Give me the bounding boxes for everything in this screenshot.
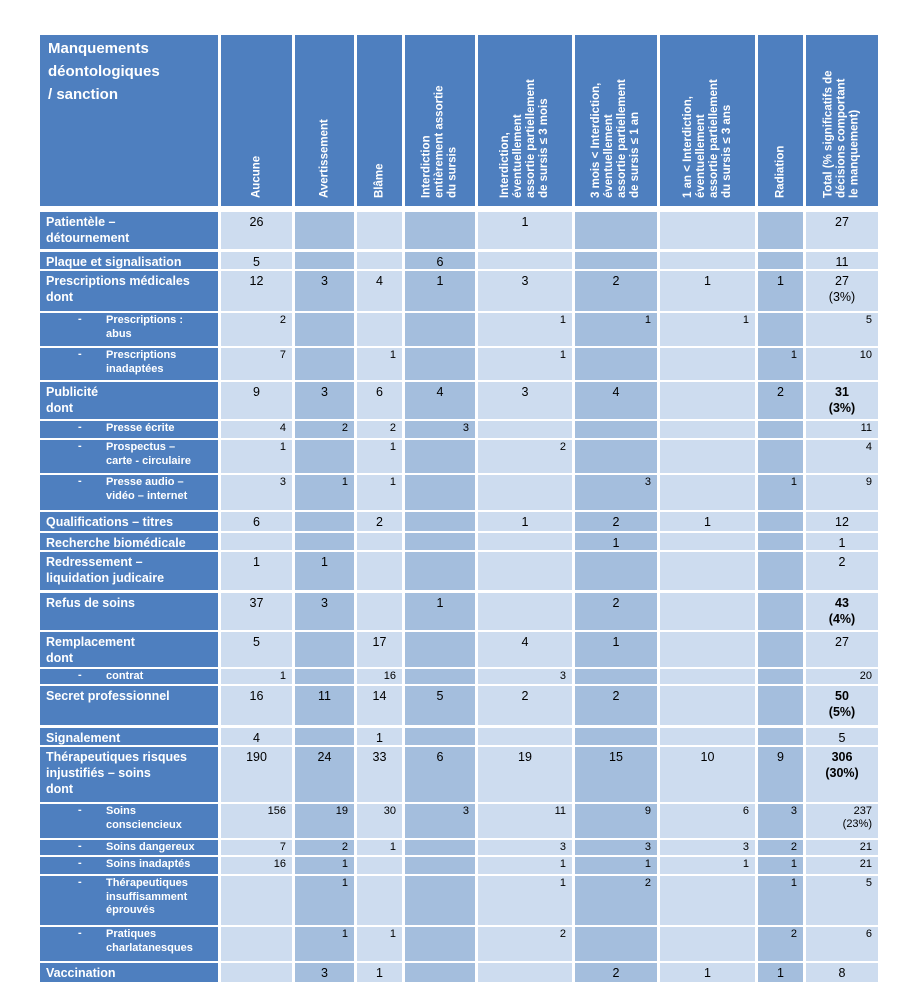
table-cell bbox=[405, 669, 475, 684]
table-cell bbox=[660, 440, 755, 473]
table-cell: 3 bbox=[758, 804, 803, 838]
table-cell: 1 bbox=[221, 669, 292, 684]
table-cell bbox=[758, 512, 803, 531]
table-cell: 4 bbox=[478, 632, 572, 667]
table-cell: 37 bbox=[221, 593, 292, 630]
table-cell bbox=[405, 512, 475, 531]
row-dash: - bbox=[78, 313, 82, 325]
table-cell bbox=[405, 857, 475, 874]
table-cell bbox=[758, 669, 803, 684]
table-cell: 1 bbox=[295, 475, 354, 510]
table-cell: 2 bbox=[221, 313, 292, 346]
table-cell bbox=[295, 212, 354, 249]
table-cell: 3 bbox=[295, 963, 354, 982]
column-header: Total (% significatifs de décisions comportant le manquement) bbox=[806, 35, 878, 206]
table-cell bbox=[758, 552, 803, 590]
table-cell: 1 bbox=[357, 475, 402, 510]
total-cell: 8 bbox=[806, 963, 878, 982]
table-cell bbox=[295, 440, 354, 473]
table-cell bbox=[478, 728, 572, 745]
table-cell: 2 bbox=[357, 421, 402, 438]
table-cell: 14 bbox=[357, 686, 402, 725]
table-cell: 1 bbox=[575, 632, 657, 667]
row-label: Plaque et signalisation bbox=[40, 252, 218, 269]
table-cell bbox=[295, 313, 354, 346]
table-cell bbox=[575, 552, 657, 590]
table-cell bbox=[357, 552, 402, 590]
total-cell: 1 bbox=[806, 533, 878, 550]
table-cell bbox=[478, 593, 572, 630]
row-label: Signalement bbox=[40, 728, 218, 745]
table-cell: 11 bbox=[478, 804, 572, 838]
row-label: Publicité dont bbox=[40, 382, 218, 419]
table-cell bbox=[575, 669, 657, 684]
table-cell: 9 bbox=[575, 804, 657, 838]
table-cell bbox=[660, 927, 755, 961]
row-dash: - bbox=[78, 876, 82, 888]
row-label-text: Soins dangereux bbox=[106, 841, 195, 853]
table-cell: 1 bbox=[660, 313, 755, 346]
table-cell: 7 bbox=[221, 840, 292, 855]
total-cell: 237 (23%) bbox=[806, 804, 878, 838]
table-cell bbox=[221, 963, 292, 982]
table-cell bbox=[575, 212, 657, 249]
table-cell: 17 bbox=[357, 632, 402, 667]
table-cell: 6 bbox=[405, 747, 475, 802]
row-label-sub bbox=[40, 804, 218, 838]
table-cell bbox=[405, 552, 475, 590]
table-corner-title: Manquements déontologiques / sanction bbox=[40, 35, 218, 206]
row-dash: - bbox=[78, 348, 82, 360]
table-cell: 1 bbox=[478, 857, 572, 874]
table-cell: 2 bbox=[478, 686, 572, 725]
table-cell: 19 bbox=[295, 804, 354, 838]
total-cell: 306 (30%) bbox=[806, 747, 878, 802]
table-cell: 4 bbox=[221, 728, 292, 745]
table-cell: 1 bbox=[758, 963, 803, 982]
table-cell: 2 bbox=[575, 876, 657, 925]
table-cell: 1 bbox=[758, 857, 803, 874]
table-cell bbox=[221, 533, 292, 550]
table-cell bbox=[660, 252, 755, 269]
table-cell bbox=[221, 927, 292, 961]
total-cell: 5 bbox=[806, 876, 878, 925]
table-cell: 1 bbox=[405, 271, 475, 311]
table-cell: 1 bbox=[357, 348, 402, 380]
table-cell: 26 bbox=[221, 212, 292, 249]
table-cell: 3 bbox=[478, 840, 572, 855]
total-cell: 12 bbox=[806, 512, 878, 531]
row-label-text: Prescriptions inadaptées bbox=[106, 349, 177, 375]
table-cell: 1 bbox=[660, 963, 755, 982]
table-cell: 3 bbox=[660, 840, 755, 855]
row-label-text: contrat bbox=[106, 670, 144, 682]
table-cell: 3 bbox=[295, 271, 354, 311]
table-cell bbox=[660, 876, 755, 925]
table-cell: 1 bbox=[478, 313, 572, 346]
row-label: Patientèle – détournement bbox=[40, 212, 218, 249]
table-cell bbox=[478, 963, 572, 982]
row-label-text: Presse écrite bbox=[106, 422, 175, 434]
table-cell: 1 bbox=[357, 840, 402, 855]
table-cell: 7 bbox=[221, 348, 292, 380]
table-cell bbox=[405, 533, 475, 550]
table-cell: 2 bbox=[357, 512, 402, 531]
table-cell: 4 bbox=[575, 382, 657, 419]
table-cell: 3 bbox=[478, 271, 572, 311]
table-cell: 5 bbox=[405, 686, 475, 725]
row-label-sub bbox=[40, 669, 218, 684]
table-cell: 2 bbox=[478, 440, 572, 473]
table-cell: 4 bbox=[357, 271, 402, 311]
table-cell: 4 bbox=[221, 421, 292, 438]
table-cell bbox=[660, 728, 755, 745]
table-cell: 1 bbox=[478, 348, 572, 380]
table-cell: 2 bbox=[575, 686, 657, 725]
table-cell: 1 bbox=[295, 876, 354, 925]
table-cell bbox=[660, 533, 755, 550]
table-cell bbox=[295, 728, 354, 745]
row-label-sub bbox=[40, 440, 218, 473]
table-cell: 5 bbox=[221, 252, 292, 269]
table-cell bbox=[758, 593, 803, 630]
table-cell: 1 bbox=[478, 876, 572, 925]
table-cell: 3 bbox=[295, 593, 354, 630]
row-label-sub bbox=[40, 421, 218, 438]
table-cell bbox=[295, 348, 354, 380]
row-label-text: Presse audio – vidéo – internet bbox=[106, 476, 188, 502]
table-cell bbox=[660, 348, 755, 380]
total-cell: 21 bbox=[806, 840, 878, 855]
table-cell: 19 bbox=[478, 747, 572, 802]
row-label-sub bbox=[40, 475, 218, 510]
table-cell: 1 bbox=[575, 533, 657, 550]
table-cell: 1 bbox=[758, 271, 803, 311]
table-cell bbox=[357, 533, 402, 550]
table-cell bbox=[660, 669, 755, 684]
total-cell: 11 bbox=[806, 421, 878, 438]
row-label-text: Soins consciencieux bbox=[106, 805, 182, 831]
table-cell bbox=[758, 421, 803, 438]
table-cell bbox=[660, 686, 755, 725]
table-cell bbox=[575, 348, 657, 380]
table-cell: 1 bbox=[660, 512, 755, 531]
table-cell bbox=[295, 533, 354, 550]
table-cell bbox=[357, 876, 402, 925]
row-label: Prescriptions médicales dont bbox=[40, 271, 218, 311]
row-label-text: Soins inadaptés bbox=[106, 858, 191, 870]
table-cell: 2 bbox=[575, 512, 657, 531]
table-cell: 2 bbox=[575, 963, 657, 982]
table-cell: 3 bbox=[478, 669, 572, 684]
total-cell: 27 (3%) bbox=[806, 271, 878, 311]
table-cell: 15 bbox=[575, 747, 657, 802]
table-cell bbox=[758, 533, 803, 550]
table-cell bbox=[405, 927, 475, 961]
table-cell bbox=[357, 212, 402, 249]
table-cell bbox=[660, 475, 755, 510]
table-cell: 1 bbox=[660, 271, 755, 311]
table-cell: 2 bbox=[758, 840, 803, 855]
row-label-sub bbox=[40, 876, 218, 925]
column-header: Interdiction entièrement assortie du sursis bbox=[405, 35, 475, 206]
row-label: Remplacement dont bbox=[40, 632, 218, 667]
table-cell: 3 bbox=[478, 382, 572, 419]
row-label-sub bbox=[40, 840, 218, 855]
table-cell bbox=[660, 593, 755, 630]
table-cell bbox=[575, 252, 657, 269]
table-cell: 5 bbox=[221, 632, 292, 667]
table-cell: 4 bbox=[405, 382, 475, 419]
table-cell: 12 bbox=[221, 271, 292, 311]
table-cell bbox=[295, 512, 354, 531]
table-cell bbox=[405, 348, 475, 380]
table-cell: 1 bbox=[758, 876, 803, 925]
table-cell: 3 bbox=[575, 840, 657, 855]
table-cell: 1 bbox=[295, 552, 354, 590]
row-label-sub bbox=[40, 857, 218, 874]
column-header: 1 an < Interdiction, éventuellement assortie partiellement du sursis ≤ 3 ans bbox=[660, 35, 755, 206]
table-cell bbox=[405, 440, 475, 473]
table-cell bbox=[478, 475, 572, 510]
table-cell: 6 bbox=[660, 804, 755, 838]
row-label-text: Prospectus – carte - circulaire bbox=[106, 441, 191, 467]
table-cell: 3 bbox=[295, 382, 354, 419]
table-cell: 3 bbox=[405, 421, 475, 438]
table-cell: 1 bbox=[478, 212, 572, 249]
total-cell: 27 bbox=[806, 212, 878, 249]
table-cell bbox=[295, 252, 354, 269]
table-cell bbox=[478, 533, 572, 550]
row-label-sub bbox=[40, 348, 218, 380]
table-cell: 16 bbox=[221, 857, 292, 874]
total-cell: 20 bbox=[806, 669, 878, 684]
table-cell bbox=[758, 440, 803, 473]
row-label-text: Pratiques charlatanesques bbox=[106, 928, 193, 954]
total-cell: 43 (4%) bbox=[806, 593, 878, 630]
row-dash: - bbox=[78, 927, 82, 939]
table-cell bbox=[478, 252, 572, 269]
table-cell bbox=[575, 927, 657, 961]
table-cell: 3 bbox=[405, 804, 475, 838]
table-cell: 3 bbox=[221, 475, 292, 510]
total-cell: 4 bbox=[806, 440, 878, 473]
row-label: Vaccination bbox=[40, 963, 218, 982]
table-cell: 2 bbox=[295, 421, 354, 438]
total-cell: 9 bbox=[806, 475, 878, 510]
table-cell: 1 bbox=[357, 963, 402, 982]
table-cell: 2 bbox=[758, 382, 803, 419]
table-cell: 11 bbox=[295, 686, 354, 725]
table-cell bbox=[405, 876, 475, 925]
table-cell bbox=[758, 212, 803, 249]
table-cell: 1 bbox=[575, 857, 657, 874]
table-cell bbox=[295, 669, 354, 684]
table-cell bbox=[405, 840, 475, 855]
table-cell bbox=[405, 632, 475, 667]
table-cell bbox=[575, 440, 657, 473]
table-cell bbox=[478, 552, 572, 590]
table-cell bbox=[357, 252, 402, 269]
table-cell: 6 bbox=[357, 382, 402, 419]
row-dash: - bbox=[78, 857, 82, 869]
table-cell: 1 bbox=[357, 440, 402, 473]
total-cell: 11 bbox=[806, 252, 878, 269]
total-cell: 21 bbox=[806, 857, 878, 874]
table-cell: 9 bbox=[758, 747, 803, 802]
table-cell: 1 bbox=[405, 593, 475, 630]
table-cell: 16 bbox=[357, 669, 402, 684]
table-cell: 6 bbox=[405, 252, 475, 269]
table-cell: 6 bbox=[221, 512, 292, 531]
table-cell: 1 bbox=[357, 927, 402, 961]
row-dash: - bbox=[78, 440, 82, 452]
table-cell bbox=[758, 313, 803, 346]
table-cell bbox=[575, 421, 657, 438]
table-cell: 156 bbox=[221, 804, 292, 838]
column-header: Avertissement bbox=[295, 35, 354, 206]
table-cell bbox=[660, 552, 755, 590]
column-header: Blâme bbox=[357, 35, 402, 206]
table-cell: 2 bbox=[575, 271, 657, 311]
table-cell bbox=[405, 475, 475, 510]
table-cell bbox=[405, 212, 475, 249]
total-cell: 5 bbox=[806, 728, 878, 745]
total-cell: 2 bbox=[806, 552, 878, 590]
table-cell bbox=[660, 421, 755, 438]
table-cell bbox=[357, 313, 402, 346]
table-cell bbox=[758, 728, 803, 745]
row-label-text: Thérapeutiques insuffisamment éprouvés bbox=[106, 877, 188, 916]
table-cell bbox=[660, 382, 755, 419]
table-cell: 1 bbox=[660, 857, 755, 874]
table-cell: 33 bbox=[357, 747, 402, 802]
row-label-sub bbox=[40, 313, 218, 346]
table-cell bbox=[405, 963, 475, 982]
row-dash: - bbox=[78, 475, 82, 487]
table-cell: 1 bbox=[758, 348, 803, 380]
row-label: Redressement – liquidation judicaire bbox=[40, 552, 218, 590]
row-label: Refus de soins bbox=[40, 593, 218, 630]
table-cell: 2 bbox=[758, 927, 803, 961]
table-cell bbox=[758, 632, 803, 667]
table-cell bbox=[758, 252, 803, 269]
table-cell bbox=[758, 686, 803, 725]
total-cell: 50 (5%) bbox=[806, 686, 878, 725]
total-cell: 5 bbox=[806, 313, 878, 346]
row-dash: - bbox=[78, 421, 82, 433]
row-label: Qualifications – titres bbox=[40, 512, 218, 531]
table-cell: 2 bbox=[295, 840, 354, 855]
table-cell: 30 bbox=[357, 804, 402, 838]
table-cell bbox=[405, 313, 475, 346]
table-cell bbox=[357, 593, 402, 630]
table-cell bbox=[295, 632, 354, 667]
total-cell: 31 (3%) bbox=[806, 382, 878, 419]
total-cell: 6 bbox=[806, 927, 878, 961]
table-cell: 10 bbox=[660, 747, 755, 802]
table-cell: 1 bbox=[758, 475, 803, 510]
table-cell: 9 bbox=[221, 382, 292, 419]
table-cell: 190 bbox=[221, 747, 292, 802]
table-cell bbox=[221, 876, 292, 925]
table-cell: 1 bbox=[295, 857, 354, 874]
table-cell: 2 bbox=[478, 927, 572, 961]
row-dash: - bbox=[78, 804, 82, 816]
table-cell: 3 bbox=[575, 475, 657, 510]
table-cell bbox=[478, 421, 572, 438]
table-cell: 1 bbox=[575, 313, 657, 346]
table-cell bbox=[405, 728, 475, 745]
table-cell: 2 bbox=[575, 593, 657, 630]
table-cell bbox=[660, 212, 755, 249]
column-header: Radiation bbox=[758, 35, 803, 206]
total-cell: 10 bbox=[806, 348, 878, 380]
row-label-text: Prescriptions : abus bbox=[106, 314, 184, 340]
row-label-sub bbox=[40, 927, 218, 961]
row-dash: - bbox=[78, 669, 82, 681]
table-cell bbox=[575, 728, 657, 745]
table-cell: 1 bbox=[295, 927, 354, 961]
table-cell bbox=[357, 857, 402, 874]
row-label: Secret professionnel bbox=[40, 686, 218, 725]
table-cell: 1 bbox=[221, 440, 292, 473]
table-cell bbox=[660, 632, 755, 667]
row-dash: - bbox=[78, 840, 82, 852]
column-header: 3 mois < Interdiction, éventuellement assortie partiellement de sursis ≤ 1 an bbox=[575, 35, 657, 206]
table-cell: 1 bbox=[478, 512, 572, 531]
table-cell: 16 bbox=[221, 686, 292, 725]
table-cell: 24 bbox=[295, 747, 354, 802]
column-header: Interdiction, éventuellement assortie partiellement de sursis ≤ 3 mois bbox=[478, 35, 572, 206]
row-label: Thérapeutiques risques injustifiés – soins dont bbox=[40, 747, 218, 802]
total-cell: 27 bbox=[806, 632, 878, 667]
row-label: Recherche biomédicale bbox=[40, 533, 218, 550]
table-cell: 1 bbox=[221, 552, 292, 590]
column-header: Aucune bbox=[221, 35, 292, 206]
table-cell: 1 bbox=[357, 728, 402, 745]
